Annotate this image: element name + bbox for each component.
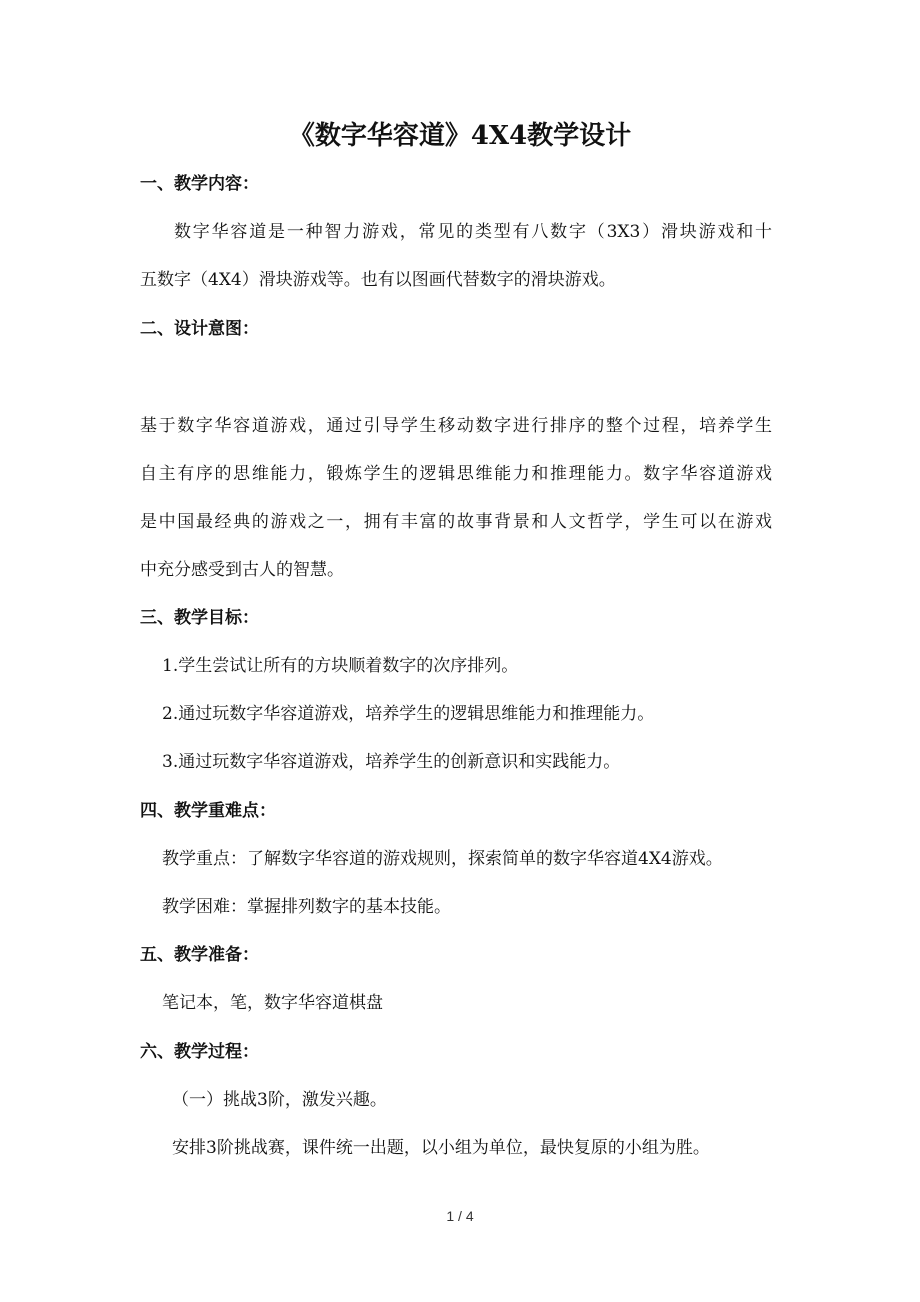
page-number: 1 / 4 bbox=[446, 1208, 474, 1224]
section-heading-goals: 三、教学目标： bbox=[140, 608, 259, 628]
section-heading-process: 六、教学过程： bbox=[140, 1042, 259, 1062]
intent-paragraph-line-3: 是中国最经典的游戏之一，拥有丰富的故事背景和人文哲学，学生可以在游戏 bbox=[140, 512, 772, 532]
intent-paragraph-line-4: 中充分感受到古人的智慧。 bbox=[140, 560, 344, 580]
process-step-1-title: （一）挑战3阶，激发兴趣。 bbox=[172, 1090, 387, 1110]
content-paragraph-line-2: 五数字（4X4）滑块游戏等。也有以图画代替数字的滑块游戏。 bbox=[140, 270, 616, 290]
section-heading-key-points: 四、教学重难点： bbox=[140, 801, 276, 821]
teaching-difficulty-text: 教学困难：掌握排列数字的基本技能。 bbox=[162, 897, 451, 917]
section-heading-preparation: 五、教学准备： bbox=[140, 945, 259, 965]
document-title: 《数字华容道》4X4教学设计 bbox=[288, 121, 632, 151]
goal-item-3: 3.通过玩数字华容道游戏，培养学生的创新意识和实践能力。 bbox=[162, 752, 621, 772]
intent-paragraph-line-1: 基于数字华容道游戏，通过引导学生移动数字进行排序的整个过程，培养学生 bbox=[140, 416, 772, 436]
goal-item-1: 1.学生尝试让所有的方块顺着数字的次序排列。 bbox=[162, 656, 519, 676]
section-heading-intent: 二、设计意图： bbox=[140, 319, 259, 339]
intent-paragraph-line-2: 自主有序的思维能力，锻炼学生的逻辑思维能力和推理能力。数字华容道游戏 bbox=[140, 464, 772, 484]
process-step-1-text: 安排3阶挑战赛，课件统一出题，以小组为单位，最快复原的小组为胜。 bbox=[172, 1138, 710, 1158]
goal-item-2: 2.通过玩数字华容道游戏，培养学生的逻辑思维能力和推理能力。 bbox=[162, 704, 655, 724]
section-heading-content: 一、教学内容： bbox=[140, 174, 259, 194]
content-paragraph-line-1: 数字华容道是一种智力游戏，常见的类型有八数字（3X3）滑块游戏和十 bbox=[174, 222, 772, 242]
teaching-focus-text: 教学重点：了解数字华容道的游戏规则，探索简单的数字华容道4X4游戏。 bbox=[162, 849, 723, 869]
preparation-text: 笔记本，笔，数字华容道棋盘 bbox=[162, 993, 383, 1013]
